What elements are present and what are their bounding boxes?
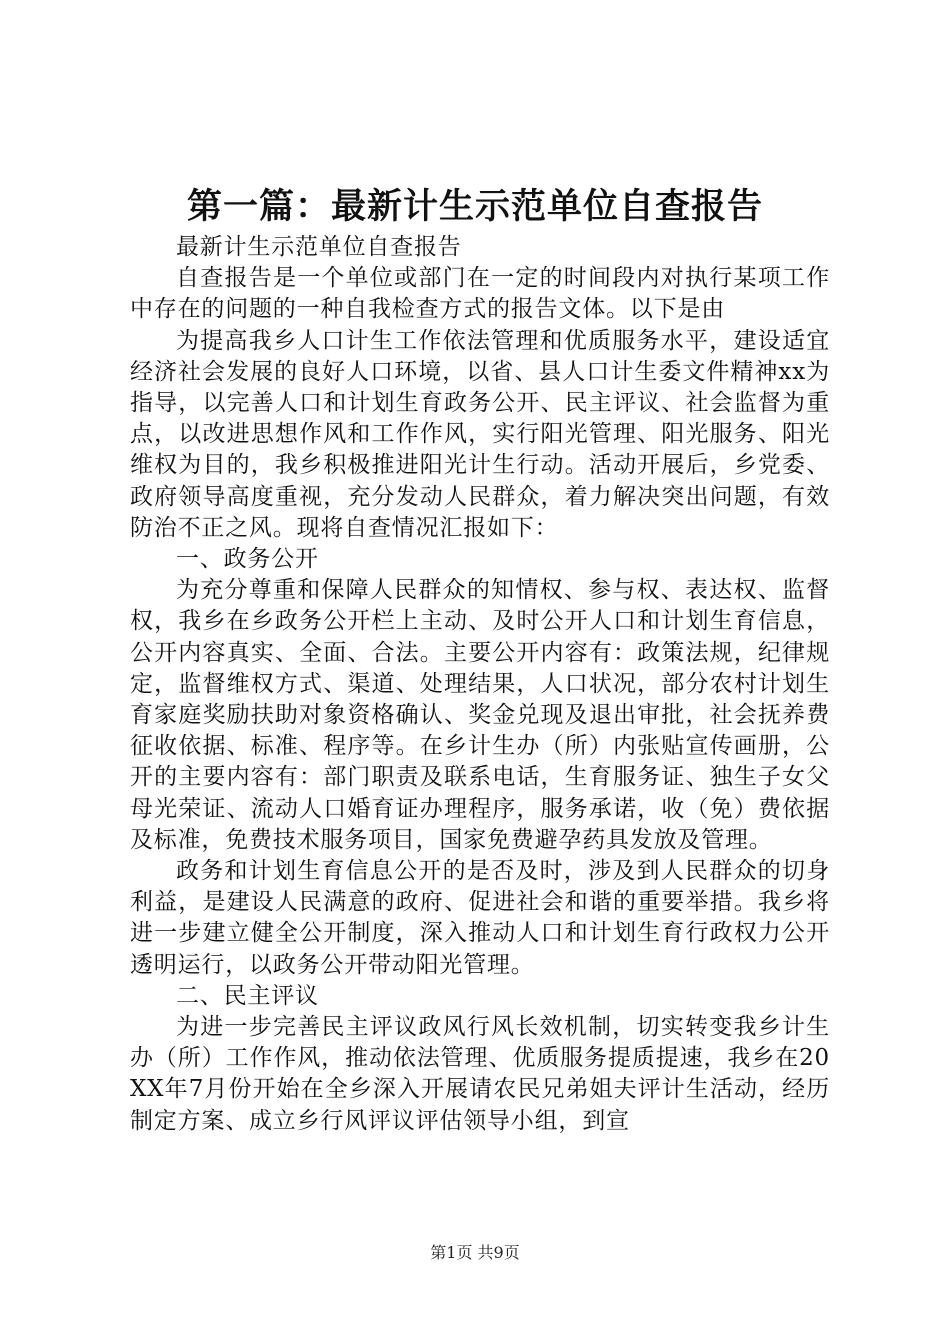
paragraph-section-2-content: 为进一步完善民主评议政风行风长效机制，切实转变我乡计生办（所）工作作风，推动依法管理、优质服务提质提速，我乡在20XX年7月份开始在全乡深入开展请农民兄弟姐夫评计生活动，经历制定方案、成立乡行风评议评估领导小组，到宣 [130,1014,830,1134]
paragraph-intro: 自查报告是一个单位或部门在一定的时间段内对执行某项工作中存在的问题的一种自我检查方式的报告文体。以下是由 [130,265,830,323]
document-title: 第一篇：最新计生示范单位自查报告 [186,187,763,227]
paragraph-section-1-summary: 政务和计划生育信息公开的是否及时，涉及到人民群众的切身利益，是建设人民满意的政府、促进社会和谐的重要举措。我乡将进一步建立健全公开制度，深入推动人口和计划生育行政权力公开透明运行，以政务公开带动阳光管理。 [130,858,830,978]
paragraph-subtitle: 最新计生示范单位自查报告 [176,234,462,260]
section-heading-2: 二、民主评议 [176,982,319,1009]
document-body [130,232,830,1137]
page-number-footer: 第1页 共9页 [430,1243,520,1262]
paragraph-section-1-content: 为充分尊重和保障人民群众的知情权、参与权、表达权、监督权，我乡在乡政务公开栏上主动、及时公开人口和计划生育信息，公开内容真实、全面、合法。主要公开内容有：政策法规，纪律规定，监督维权方式、渠道、处理结果，人口状况，部分农村计划生育家庭奖励扶助对象资格确认、奖金兑现及退出审批，社会抚养费征收依据、标准、程序等。在乡计生办（所）内张贴宣传画册，公开的主要内容有：部门职责及联系电话，生育服务证、独生子女父母光荣证、流动人口婚育证办理程序，服务承诺，收（免）费依据及标准，免费技术服务项目，国家免费避孕药具发放及管理。 [130,577,830,853]
paragraph-overview: 为提高我乡人口计生工作依法管理和优质服务水平，建设适宜经济社会发展的良好人口环境，以省、县人口计生委文件精神xx为指导，以完善人口和计划生育政务公开、民主评议、社会监督为重点，以改进思想作风和工作作风，实行阳光管理、阳光服务、阳光维权为目的，我乡积极推进阳光计生行动。活动开展后，乡党委、政府领导高度重视，充分发动人民群众，着力解决突出问题，有效防治不正之风。现将自查情况汇报如下： [130,327,830,541]
section-heading-1: 一、政务公开 [176,546,319,573]
